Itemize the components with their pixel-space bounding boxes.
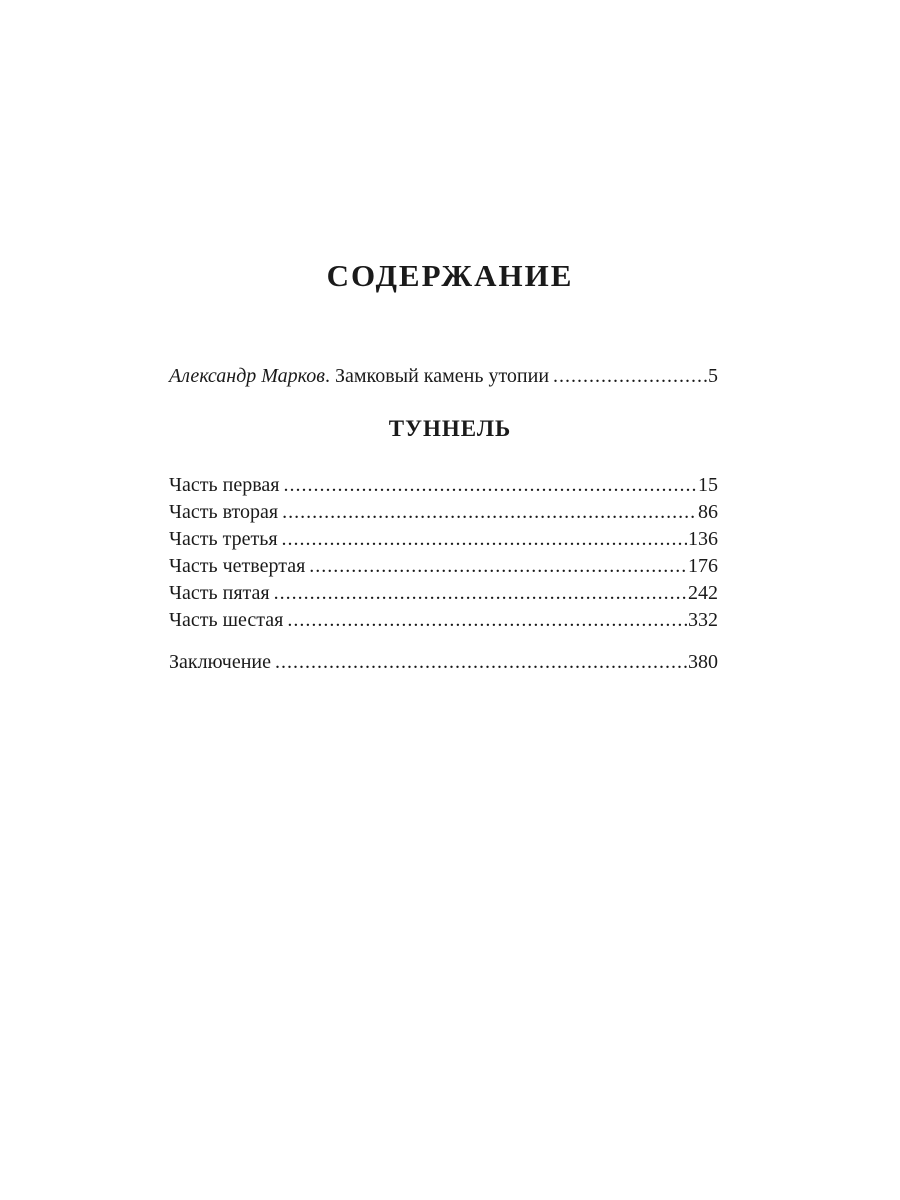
toc-page-number: 136 — [688, 528, 718, 550]
toc-entry-label: Часть четвертая — [169, 555, 306, 577]
toc-page-number: 380 — [688, 651, 718, 673]
dot-leader — [309, 553, 687, 580]
toc-page-number: 332 — [688, 609, 718, 631]
toc-entry-label: Часть вторая — [169, 501, 279, 523]
toc-entry-label: Часть первая — [169, 474, 280, 496]
toc-intro — [169, 363, 718, 390]
dot-leader — [274, 580, 687, 607]
dot-leader — [282, 499, 697, 526]
toc-entry-conclusion[interactable] — [169, 649, 718, 676]
toc-entry-part-4[interactable] — [169, 553, 718, 580]
toc-entry-part-3[interactable] — [169, 526, 718, 553]
section-title: ТУННЕЛЬ — [388, 416, 512, 441]
toc-page-number: 242 — [688, 582, 718, 604]
toc-entry-intro[interactable] — [169, 363, 718, 390]
dot-leader — [282, 526, 687, 553]
toc-page-number: 176 — [688, 555, 718, 577]
toc-entry-part-5[interactable] — [169, 580, 718, 607]
toc-page-number: 86 — [698, 501, 718, 523]
dot-leader — [553, 363, 707, 390]
toc-entry-label: Заключение — [169, 651, 271, 673]
toc-entry-title: . Замковый камень утопии — [324, 365, 550, 387]
toc-entry-part-1[interactable] — [169, 472, 718, 499]
page-title: СОДЕРЖАНИЕ — [326, 258, 574, 293]
toc-entry-label: Часть шестая — [169, 609, 284, 631]
toc-page-number: 5 — [708, 365, 718, 387]
toc-entry-part-2[interactable] — [169, 499, 718, 526]
dot-leader — [287, 607, 687, 634]
toc-entry-label: Часть пятая — [169, 582, 270, 604]
toc-conclusion — [169, 649, 718, 676]
toc-parts-list — [169, 472, 718, 634]
dot-leader — [275, 649, 687, 676]
toc-entry-label: Часть третья — [169, 528, 278, 550]
toc-entry-author: Александр Марков — [169, 365, 325, 387]
toc-entry-label — [169, 363, 549, 390]
dot-leader — [283, 472, 697, 499]
toc-entry-part-6[interactable] — [169, 607, 718, 634]
toc-page-number: 15 — [698, 474, 718, 496]
